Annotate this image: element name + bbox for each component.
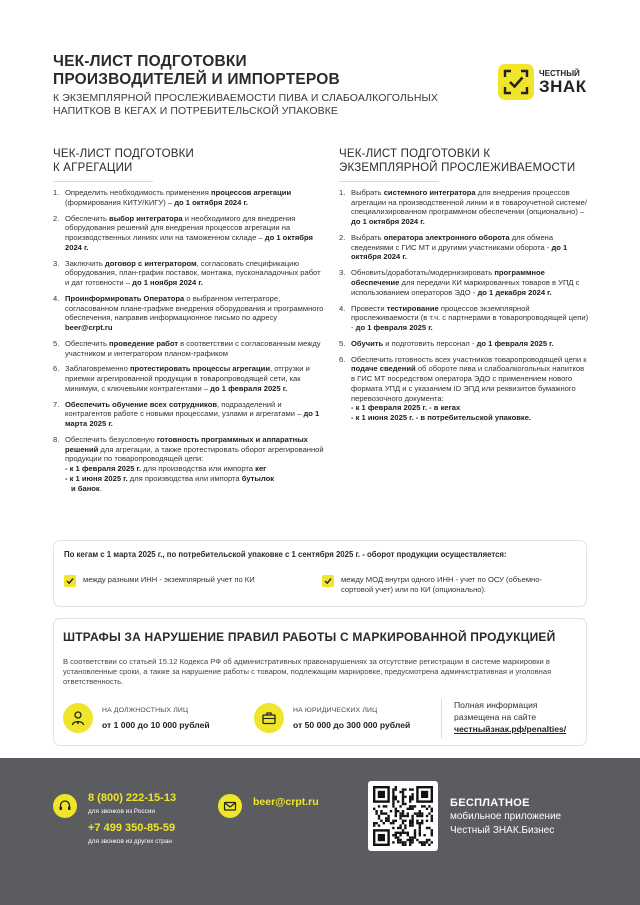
checklist-item bbox=[339, 268, 589, 297]
checklist-item bbox=[53, 400, 325, 429]
item-number: 8. bbox=[53, 435, 60, 445]
fine-officials-amount: от 1 000 до 10 000 рублей bbox=[102, 719, 210, 730]
checklist-item bbox=[53, 188, 325, 207]
email-link[interactable]: beer@crpt.ru bbox=[253, 796, 319, 808]
phone-russia-note: для звонков из России bbox=[88, 808, 155, 815]
aggregation-checklist-heading: ЧЕК-ЛИСТ ПОДГОТОВКИ К АГРЕГАЦИИ bbox=[53, 147, 194, 182]
item-text: Обеспечить обучение всех сотрудников, подразделений и контрагентов работе с новыми процессами, узлами и агрегатами – до 1 марта 2025 г. bbox=[65, 399, 320, 429]
fine-officials-label: НА ДОЛЖНОСТНЫХ ЛИЦ bbox=[102, 706, 189, 714]
checklist-item bbox=[53, 294, 325, 333]
item-number: 4. bbox=[53, 293, 60, 303]
fines-info: Полная информация размещена на сайте честныйзнак.рф/penalties/ bbox=[454, 700, 567, 734]
checkmark-icon bbox=[322, 575, 334, 587]
logo-mark-icon bbox=[498, 64, 534, 100]
checklist-item bbox=[339, 233, 589, 262]
item-number: 5. bbox=[53, 338, 60, 348]
phone-international-note: для звонков из других стран bbox=[88, 838, 172, 845]
checklist-item bbox=[339, 355, 589, 423]
traceability-checklist-heading: ЧЕК-ЛИСТ ПОДГОТОВКИ К ЭКЗЕМПЛЯРНОЙ ПРОСЛЕЖИВАЕМОСТИ bbox=[339, 147, 575, 182]
item-text: Заблаговременно протестировать процессы агрегации, отгрузки и приемки агрегированной продукции в товаропроводящей сети, как минимум, с ключевыми контрагентами – до 1 февраля 2025 г. bbox=[65, 364, 310, 393]
fine-legal-amount: от 50 000 до 300 000 рублей bbox=[293, 719, 411, 730]
item-number: 6. bbox=[53, 364, 60, 374]
item-number: 6. bbox=[339, 354, 346, 364]
item-text: Определить необходимость применения процессов агрегации (формирования КИТУ/КИГУ) – до 1 октября 2024 г. bbox=[65, 188, 292, 207]
person-icon bbox=[63, 703, 93, 733]
mail-icon bbox=[218, 794, 242, 818]
item-text: Выбрать системного интегратора для внедрения процессов агрегации на производственной линии и в товароучетной системе/специализированном программном обеспечении (опционально) – до 1 октября 2024 г. bbox=[351, 188, 587, 227]
item-number: 2. bbox=[339, 233, 346, 242]
fine-officials bbox=[63, 703, 210, 733]
item-text: Заключить договор с интегратором, согласовать спецификацию оборудования, план-график поставок, монтажа, пусконаладочных работ и дат готовности – до 1 ноября 2024 г. bbox=[65, 258, 321, 287]
traceability-checklist bbox=[339, 188, 589, 429]
notice-text: По кегам с 1 марта 2025 г., по потребительской упаковке с 1 сентября 2025 г. - оборот продукции осуществляется: bbox=[64, 550, 507, 559]
penalties-link[interactable]: честныйзнак.рф/penalties/ bbox=[454, 724, 567, 734]
item-text: Обучить и подготовить персонал - до 1 февраля 2025 г. bbox=[351, 338, 554, 348]
check-item-different-inn: между разными ИНН - экземплярный учет по КИ bbox=[64, 575, 314, 587]
heading-underline bbox=[339, 181, 439, 182]
checklist-item bbox=[53, 259, 325, 288]
item-number: 4. bbox=[339, 303, 346, 313]
page-title: ЧЕК-ЛИСТ ПОДГОТОВКИ ПРОИЗВОДИТЕЛЕЙ И ИМПОРТЕРОВ bbox=[53, 53, 340, 88]
headset-icon bbox=[53, 794, 77, 818]
checklist-item bbox=[339, 188, 589, 227]
item-number: 1. bbox=[53, 188, 60, 197]
check-item-same-inn: между МОД внутри одного ИНН - учет по ОСУ (объемно- сортовой учет) или по КИ (опционально). bbox=[322, 575, 582, 595]
logo-text-small: ЧЕСТНЫЙ bbox=[539, 68, 580, 78]
fines-description: В соответствии со статьей 15.12 Кодекса РФ об административных правонарушениях за отсутствие регистрации в системе маркировки в установленные сроки, а также за нарушение работы с товаром, подлежащим маркировке, предусмотрена административная и уголовная ответственность. bbox=[63, 657, 552, 686]
item-text: Провести тестирование процессов экземплярной прослеживаемости (в т.ч. с партнерами в товаропроводящей цепи) - до 1 февраля 2025 г. bbox=[351, 303, 589, 332]
item-number: 7. bbox=[53, 399, 60, 409]
checkmark-icon bbox=[64, 575, 76, 587]
item-text: Выбрать оператора электронного оборота для обмена сведениями с ГИС МТ и другими участниками оборота - до 1 октября 2024 г. bbox=[351, 233, 568, 262]
checklist-item bbox=[53, 339, 325, 358]
aggregation-checklist bbox=[53, 188, 325, 499]
checklist-item bbox=[53, 435, 325, 493]
checklist-item bbox=[53, 364, 325, 393]
page-subtitle: К ЭКЗЕМПЛЯРНОЙ ПРОСЛЕЖИВАЕМОСТИ ПИВА И СЛАБОАЛКОГОЛЬНЫХ НАПИТКОВ В КЕГАХ И ПОТРЕБИТЕЛЬСКОЙ УПАКОВКЕ bbox=[53, 92, 439, 117]
item-text: Обновить/доработать/модернизировать программное обеспечение для передачи КИ маркированных товаров в УПД с использованием операторов ЭДО - до 1 декабря 2024 г. bbox=[351, 268, 580, 297]
mobile-app-promo: БЕСПЛАТНОЕ мобильное приложение Честный ЗНАК.Бизнес bbox=[450, 797, 562, 836]
checklist-item bbox=[339, 304, 589, 333]
heading-underline bbox=[53, 181, 153, 182]
qr-code[interactable] bbox=[368, 781, 438, 851]
phone-russia[interactable]: 8 (800) 222-15-13 bbox=[88, 792, 177, 804]
checklist-item bbox=[53, 214, 325, 253]
checklist-item bbox=[339, 339, 589, 349]
item-number: 3. bbox=[53, 258, 60, 268]
fines-section bbox=[53, 618, 587, 746]
briefcase-icon bbox=[254, 703, 284, 733]
divider bbox=[441, 699, 442, 739]
item-text: Проинформировать Оператора о выбранном интеграторе, согласованном плане-графике внедрения оборудования и программного обеспечения, направив информационное письмо по адресу beer@crpt.ru bbox=[65, 293, 324, 332]
phone-international[interactable]: +7 499 350-85-59 bbox=[88, 822, 176, 834]
item-number: 3. bbox=[339, 268, 346, 278]
item-number: 5. bbox=[339, 338, 346, 348]
footer bbox=[0, 758, 640, 905]
chestny-znak-logo bbox=[498, 64, 587, 100]
item-text: Обеспечить выбор интегратора и необходимого для внедрения оборудования решений для внедрения процессов агрегации на производственных линиях или на таможенном складе – до 1 октября 2024 г. bbox=[65, 213, 313, 252]
item-number: 1. bbox=[339, 188, 346, 197]
item-text: Обеспечить безусловную готовность программных и аппаратных решений для агрегации, а также протестировать оборот агрегированной продукции по товаропроводящей цепи: - к 1 февраля 2025 г. для производства или импорта кег - к 1 июня 2025 г. для производства или импорта бутылок и банок. bbox=[65, 435, 324, 493]
fines-title: ШТРАФЫ ЗА НАРУШЕНИЕ ПРАВИЛ РАБОТЫ С МАРКИРОВАННОЙ ПРОДУКЦИЕЙ bbox=[63, 630, 556, 644]
circulation-notice bbox=[53, 540, 587, 607]
fine-legal-entities bbox=[254, 703, 410, 733]
item-number: 2. bbox=[53, 213, 60, 223]
item-text: Обеспечить готовность всех участников товаропроводящей цепи к подаче сведений об обороте пива и слабоалкогольных напитков в ГИС МТ посредством оператора ЭДО с применением нового формата УПД и с указанием ID ЭПД или реквизитов бумажного перевозочного документа: - к 1 февраля 2025 г. - в кегах - к 1 июня 2025 г. - в потребительской упаковке. bbox=[351, 354, 587, 422]
fine-legal-label: НА ЮРИДИЧЕСКИХ ЛИЦ bbox=[293, 706, 378, 714]
item-text: Обеспечить проведение работ в соответствии с согласованным между участником и интегратором планом-графиком bbox=[65, 338, 321, 358]
logo-text-big: ЗНАК bbox=[539, 76, 587, 96]
